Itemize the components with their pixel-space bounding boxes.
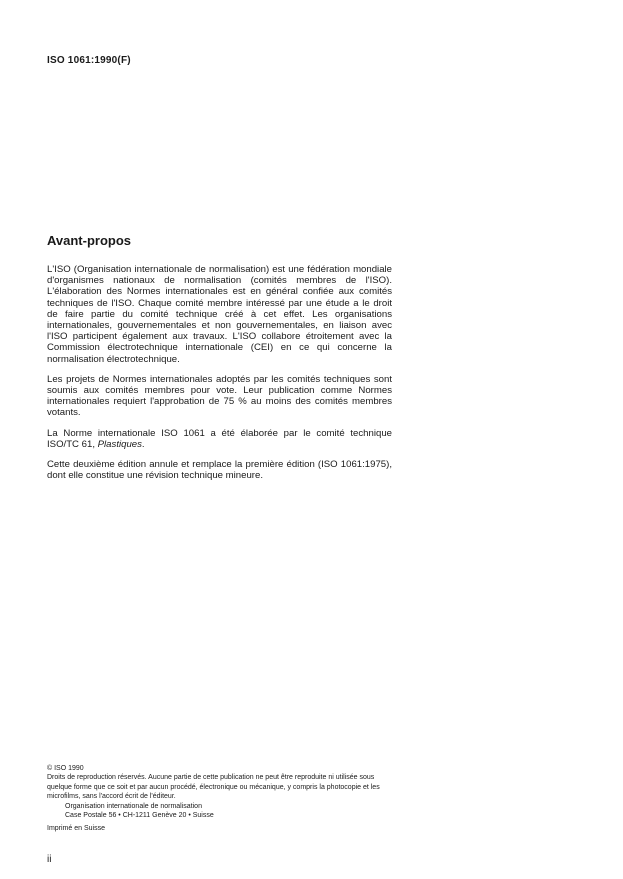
foreword-body bbox=[47, 264, 392, 490]
paragraph-committee bbox=[47, 428, 392, 450]
document-reference: ISO 1061:1990(F) bbox=[47, 55, 131, 66]
organization-name: Organisation internationale de normalisation bbox=[65, 802, 202, 810]
paragraph-vote: Les projets de Normes internationales adoptés par les comités techniques sont soumis aux comités membres pour vote. Leur publication comme Normes internationales requiert l'approbation de 75 % au moins des comités membres votants. bbox=[47, 373, 392, 419]
section-title: Avant-propos bbox=[47, 233, 132, 248]
committee-name: Plastiques bbox=[97, 438, 142, 450]
page-number: ii bbox=[47, 854, 52, 865]
copyright-block bbox=[47, 764, 392, 834]
paragraph-iso-intro: L'ISO (Organisation internationale de normalisation) est une fédération mondiale d'organismes nationaux de normalisation (comités membres de l'ISO). L'élaboration des Normes internationales est en général confiée aux comités techniques de l'ISO. Chaque comité membre intéressé par une étude a le droit de faire partie du comité technique créé à cet effet. Les organisations internationales, gouvernementales et non gouvernementales, en liaison avec l'ISO participent également aux travaux. L'ISO collabore étroitement avec la Commission électrotechnique internationale (CEI) en ce qui concerne la normalisation électrotechnique. bbox=[47, 264, 392, 365]
organization-address: Case Postale 56 • CH-1211 Genève 20 • Suisse bbox=[65, 812, 214, 820]
committee-text: La Norme internationale ISO 1061 a été élaborée par le comité technique ISO/TC 61, bbox=[47, 427, 392, 450]
copyright-notice: © ISO 1990 bbox=[47, 765, 84, 772]
rights-notice: Droits de reproduction réservés. Aucune partie de cette publication ne peut être reproduite ni utilisée sous quelque forme que ce soit et par aucun procédé, électronique ou mécanique, y compris la photocopie et les microfilms, sans l'accord écrit de l'éditeur. bbox=[47, 774, 380, 801]
printed-in: Imprimé en Suisse bbox=[47, 825, 105, 833]
paragraph-edition: Cette deuxième édition annule et remplace la première édition (ISO 1061:1975), dont elle constitue une révision technique mineure. bbox=[47, 459, 392, 482]
committee-suffix: . bbox=[141, 438, 145, 450]
